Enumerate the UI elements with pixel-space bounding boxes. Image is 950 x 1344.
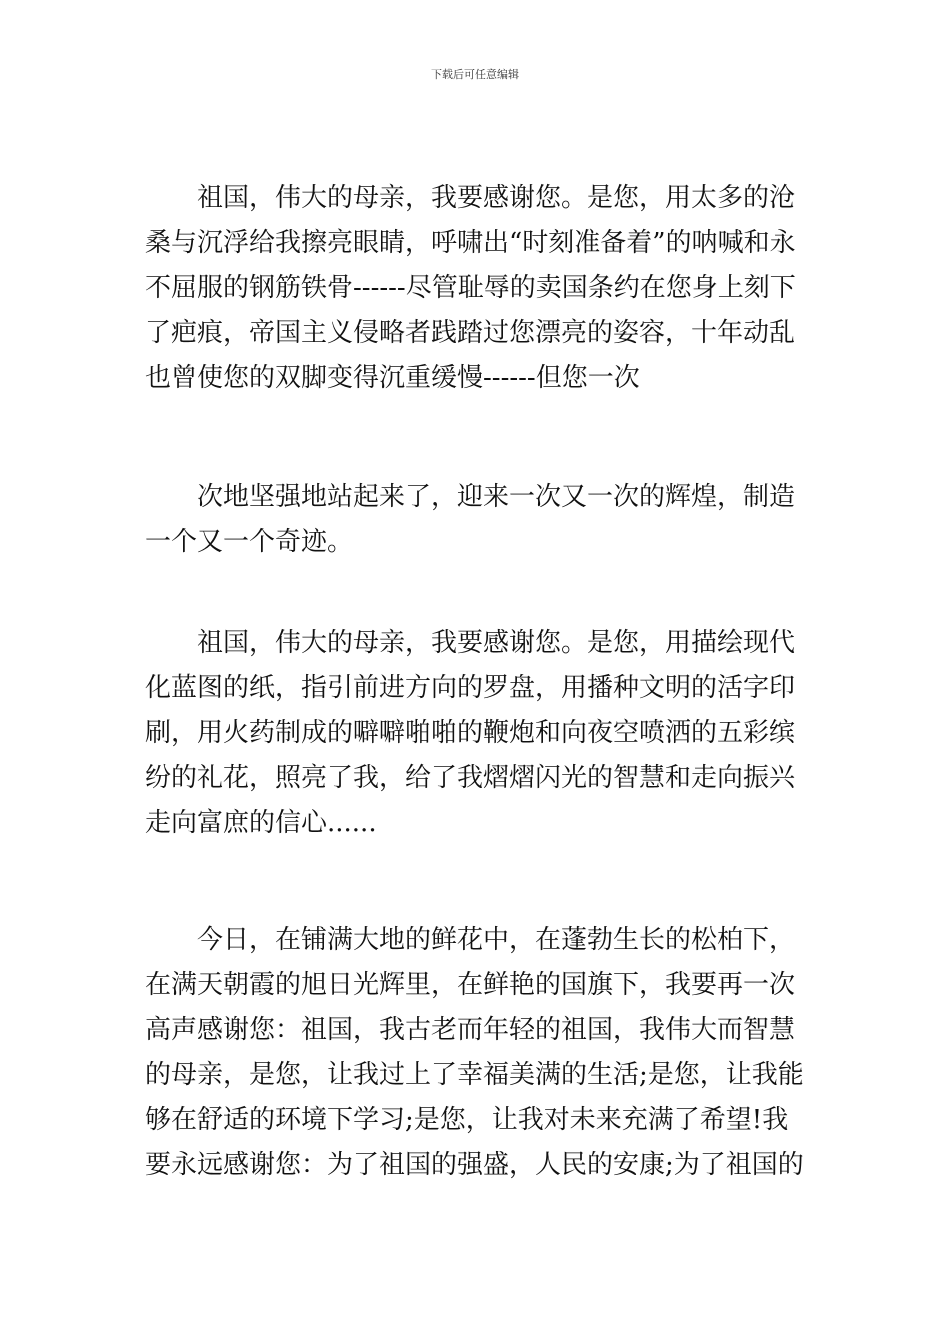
paragraph-4: 今日，在铺满大地的鲜花中，在蓬勃生长的松柏下，在满天朝霞的旭日光辉里，在鲜艳的国旗下，我要再一次高声感谢您：祖国，我古老而年轻的祖国，我伟大而智慧的母亲，是您，让我过上了幸福美满的生活;是您，让我能够在舒适的环境下学习;是您，让我对未来充满了希望!我要永远感谢您：为了祖国的强盛，人民的安康;为了祖国的: [145, 925, 804, 1180]
paragraph-3: 祖国，伟大的母亲，我要感谢您。是您，用描绘现代化蓝图的纸，指引前进方向的罗盘，用播种文明的活字印刷，用火药制成的噼噼啪啪的鞭炮和向夜空喷洒的五彩缤纷的礼花，照亮了我，给了我熠熠闪光的智慧和走向振兴走向富庶的信心......: [145, 628, 796, 838]
paragraph-2: 次地坚强地站起来了，迎来一次又一次的辉煌，制造一个又一个奇迹。: [145, 482, 796, 557]
page-header-note: 下载后可任意编辑: [431, 68, 519, 81]
paragraph-1: 祖国，伟大的母亲，我要感谢您。是您，用太多的沧桑与沉浮给我擦亮眼睛，呼啸出“时刻准备着”的呐喊和永不屈服的钢筋铁骨------尽管耻辱的卖国条约在您身上刻下了疤痕，帝国主义侵略者践踏过您漂亮的姿容，十年动乱也曾使您的双脚变得沉重缓慢------但您一次: [145, 183, 796, 393]
